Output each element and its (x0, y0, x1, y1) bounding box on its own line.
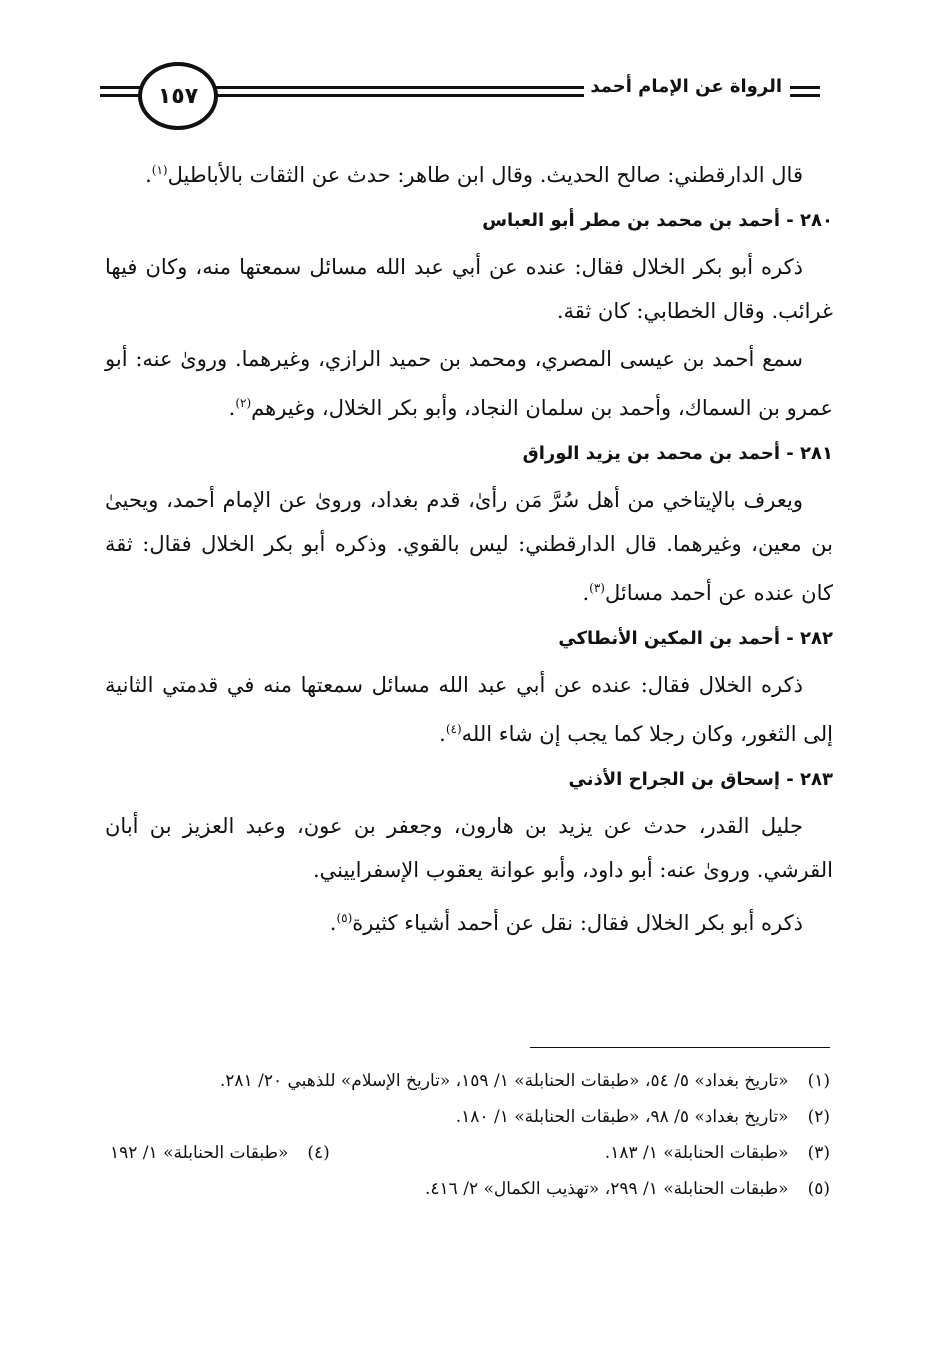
footnote-ref[interactable]: (٤) (445, 722, 462, 736)
footnote-text: «تاريخ بغداد» ٥/ ٩٨، «طبقات الحنابلة» ١/ ١٨٠. (455, 1107, 789, 1127)
paragraph: ويعرف بالإيتاخي من أهل سُرَّ مَن رأىٰ، قدم بغداد، وروىٰ عن الإمام أحمد، ويحيىٰ بن معين، وغيرهما. قال الدارقطني: ليس بالقوي. وذكره أبو بكر الخلال فقال: ثقة كان عنده عن أحمد مسائل$^{(٣)}$. (105, 488, 833, 605)
paragraph: ذكره أبو بكر الخلال فقال: نقل عن أحمد أشياء كثيرة$^{(٥)}$. (329, 911, 803, 935)
entry-title-283: ٢٨٣ - إسحاق بن الجراح الأذني (568, 769, 833, 790)
page-body (105, 148, 833, 949)
entry-title-282: ٢٨٢ - أحمد بن المكين الأنطاكي (558, 628, 833, 649)
footnote-row-3-4 (110, 1136, 830, 1170)
header-rule (790, 94, 820, 97)
footnote-text: «طبقات الحنابلة» ١/ ١٩٢ (110, 1143, 289, 1163)
footnote-number: (٤) (307, 1143, 330, 1163)
paragraph: قال الدارقطني: صالح الحديث. وقال ابن طاهر: حدث عن الثقات بالأباطيل$^{(١)}$. (145, 163, 803, 187)
footnote-ref[interactable]: (٥) (336, 911, 353, 925)
footnote-ref[interactable]: (٣) (589, 581, 605, 595)
footnote-3 (605, 1136, 830, 1170)
footnote-ref[interactable]: (١) (151, 163, 168, 177)
footnote-2 (110, 1100, 830, 1134)
footnote-ref[interactable]: (٢) (235, 396, 252, 410)
footnote-5 (110, 1172, 830, 1206)
footnotes (110, 1064, 830, 1208)
paragraph: سمع أحمد بن عيسى المصري، ومحمد بن حميد الرازي، وغيرهما. وروىٰ عنه: أبو عمرو بن السماك، وأحمد بن سلمان النجاد، وأبو بكر الخلال، وغيرهم$^{(٢)}$. (105, 347, 833, 420)
footnote-1 (110, 1064, 830, 1098)
footnote-text: «طبقات الحنابلة» ١/ ٢٩٩، «تهذيب الكمال» ٢/ ٤١٦. (425, 1179, 789, 1199)
entry-title-280: ٢٨٠ - أحمد بن محمد بن مطر أبو العباس (482, 210, 833, 231)
entry-title-281: ٢٨١ - أحمد بن محمد بن يزيد الوراق (522, 443, 833, 464)
footnote-number: (٥) (807, 1179, 830, 1199)
paragraph: ذكره الخلال فقال: عنده عن أبي عبد الله مسائل سمعتها منه في قدمتي الثانية إلى الثغور، وكان رجلا كما يجب إن شاء الله$^{(٤)}$. (105, 673, 833, 746)
page-number: ١٥٧ (138, 62, 218, 130)
running-title: الرواة عن الإمام أحمد (584, 76, 788, 97)
footnote-divider (530, 1047, 830, 1048)
footnote-text: «تاريخ بغداد» ٥/ ٥٤، «طبقات الحنابلة» ١/ ١٥٩، «تاريخ الإسلام» للذهبي ٢٠/ ٢٨١. (219, 1071, 789, 1091)
footnote-text: «طبقات الحنابلة» ١/ ١٨٣. (604, 1143, 789, 1163)
footnote-number: (٢) (807, 1107, 830, 1127)
paragraph: ذكره أبو بكر الخلال فقال: عنده عن أبي عبد الله مسائل سمعتها منه، وكان فيها غرائب. وقال الخطابي: كان ثقة. (105, 255, 833, 323)
footnote-4 (110, 1136, 330, 1170)
paragraph: جليل القدر، حدث عن يزيد بن هارون، وجعفر بن عون، وعبد العزيز بن أبان القرشي. وروىٰ عنه: أبو داود، وأبو عوانة يعقوب الإسفراييني. (105, 814, 833, 882)
footnote-number: (٣) (807, 1143, 830, 1163)
footnote-number: (١) (807, 1071, 830, 1091)
header-rule (790, 86, 820, 89)
page-header (100, 62, 820, 137)
